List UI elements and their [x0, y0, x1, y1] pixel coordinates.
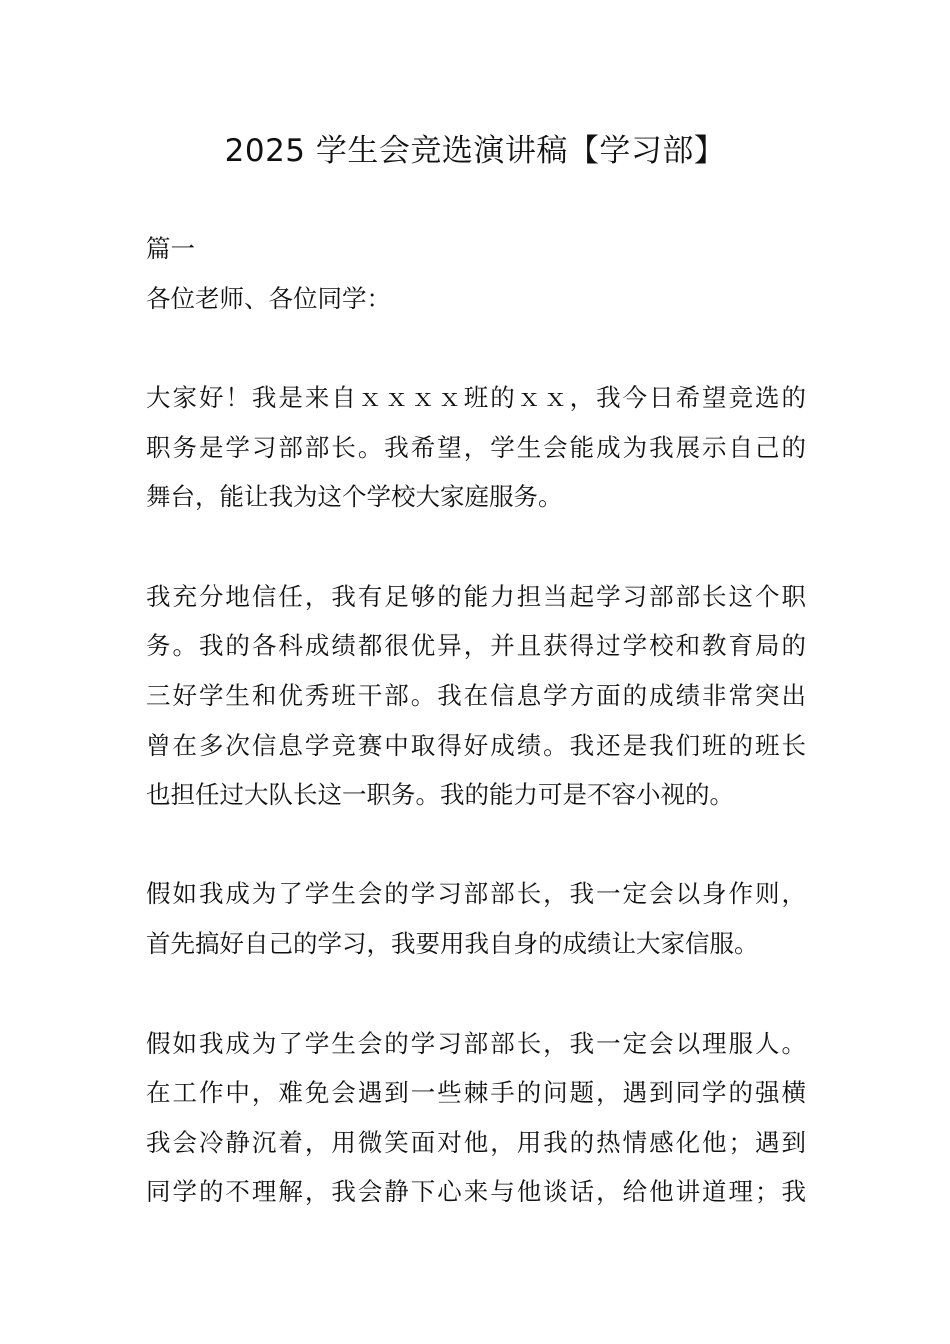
- paragraph-4-line-1: 假如我成为了学生会的学习部部长，我一定会以理服人。: [146, 1029, 806, 1058]
- paragraph-4-line-4: 同学的不理解，我会静下心来与他谈话，给他讲道理；我: [146, 1177, 806, 1206]
- document-title: 2025 学生会竞选演讲稿【学习部】: [224, 133, 726, 169]
- section-label: 篇一: [146, 234, 195, 263]
- paragraph-3-line-2: 首先搞好自己的学习，我要用我自身的成绩让大家信服。: [146, 929, 759, 958]
- paragraph-4-line-3: 我会冷静沉着，用微笑面对他，用我的热情感化他；遇到: [146, 1128, 806, 1157]
- paragraph-1-line-3: 舞台，能让我为这个学校大家庭服务。: [146, 482, 563, 511]
- paragraph-2-line-1: 我充分地信任，我有足够的能力担当起学习部部长这个职: [146, 582, 806, 611]
- paragraph-4-line-2: 在工作中，难免会遇到一些棘手的问题，遇到同学的强横: [146, 1078, 806, 1107]
- paragraph-2-line-2: 务。我的各科成绩都很优异，并且获得过学校和教育局的: [146, 631, 806, 660]
- paragraph-3-line-1: 假如我成为了学生会的学习部部长，我一定会以身作则，: [146, 879, 806, 908]
- salutation: 各位老师、各位同学：: [146, 284, 391, 313]
- paragraph-1-line-1: 大家好！我是来自ｘｘｘｘ班的ｘｘ，我今日希望竞选的: [146, 383, 806, 412]
- paragraph-2-line-5: 也担任过大队长这一职务。我的能力可是不容小视的。: [146, 780, 734, 809]
- paragraph-2-line-4: 曾在多次信息学竞赛中取得好成绩。我还是我们班的班长: [146, 731, 806, 760]
- paragraph-1-line-2: 职务是学习部部长。我希望，学生会能成为我展示自己的: [146, 433, 806, 462]
- paragraph-2-line-3: 三好学生和优秀班干部。我在信息学方面的成绩非常突出: [146, 681, 806, 710]
